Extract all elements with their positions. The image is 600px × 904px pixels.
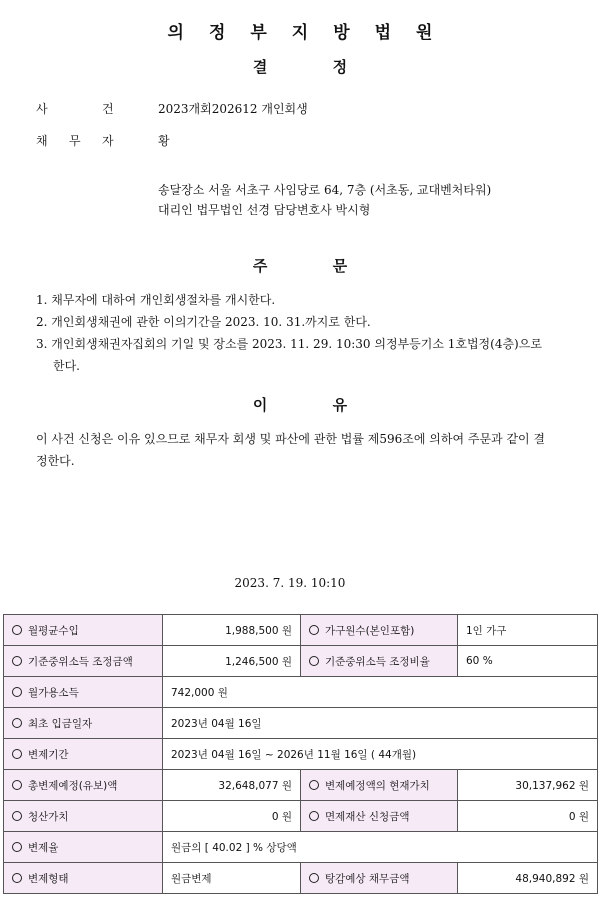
order-item: 1. 채무자에 대하여 개인회생절차를 개시한다.: [36, 293, 276, 307]
circle-icon: [12, 873, 22, 883]
circle-icon: [309, 811, 319, 821]
circle-icon: [12, 625, 22, 635]
table-cell-value: 30,137,962 원: [458, 770, 598, 801]
table-cell-value: 2023년 04월 16일 ~ 2026년 11월 16일 ( 44개월): [163, 739, 598, 770]
debtor-name: 황: [158, 134, 170, 148]
table-row: [4, 677, 598, 708]
order-title: 주 문: [252, 257, 348, 275]
table-cell-value: 1,988,500 원: [163, 615, 301, 646]
table-cell-value: 60 %: [458, 646, 598, 677]
decision-date: 2023. 7. 19. 10:10: [234, 576, 346, 590]
repayment-info-table: [3, 614, 598, 894]
reason-title: 이 유: [252, 396, 348, 414]
table-cell-value: 0 원: [458, 801, 598, 832]
circle-icon: [309, 873, 319, 883]
table-cell-value: 2023년 04월 16일: [163, 708, 598, 739]
table-cell-value: 32,648,077 원: [163, 770, 301, 801]
table-cell-value: 48,940,892 원: [458, 863, 598, 894]
table-cell-value: 원금변제: [163, 863, 301, 894]
table-cell-label: 면제재산 신청금액: [301, 801, 458, 832]
circle-icon: [12, 656, 22, 666]
table-row: [4, 615, 598, 646]
table-cell-value: 0 원: [163, 801, 301, 832]
circle-icon: [309, 625, 319, 635]
table-cell-value: 742,000 원: [163, 677, 598, 708]
table-row: [4, 801, 598, 832]
table-row: [4, 863, 598, 894]
table-cell-label: 기준중위소득 조정비율: [301, 646, 458, 677]
table-cell-label: 탕감예상 채무금액: [301, 863, 458, 894]
table-row: [4, 832, 598, 863]
table-cell-label: 월가용소득: [4, 677, 163, 708]
circle-icon: [309, 656, 319, 666]
order-item: 2. 개인회생채권에 관한 이의기간을 2023. 10. 31.까지로 한다.: [36, 315, 371, 329]
table-row: [4, 646, 598, 677]
table-cell-value: 원금의 [ 40.02 ] % 상당액: [163, 832, 598, 863]
legal-agent: 대리인 법무법인 선경 담당변호사 박시형: [158, 203, 371, 217]
circle-icon: [12, 842, 22, 852]
table-cell-label: 변제기간: [4, 739, 163, 770]
circle-icon: [12, 811, 22, 821]
circle-icon: [12, 718, 22, 728]
table-cell-label: 최초 입금일자: [4, 708, 163, 739]
table-cell-label: 변제형태: [4, 863, 163, 894]
table-row: [4, 770, 598, 801]
circle-icon: [12, 780, 22, 790]
table-cell-label: 총변제예정(유보)액: [4, 770, 163, 801]
service-address: 송달장소 서울 서초구 사임당로 64, 7층 (서초동, 교대벤처타워): [158, 183, 492, 197]
case-number: 2023개회202612 개인회생: [158, 102, 308, 116]
table-cell-label: 변제예정액의 현재가치: [301, 770, 458, 801]
table-cell-label: 변제율: [4, 832, 163, 863]
table-cell-value: 1인 가구: [458, 615, 598, 646]
table-cell-label: 가구원수(본인포함): [301, 615, 458, 646]
table-cell-label: 청산가치: [4, 801, 163, 832]
circle-icon: [12, 749, 22, 759]
order-item: 3. 개인회생채권자집회의 기일 및 장소를 2023. 11. 29. 10:30 의정부등기소 1호법정(4층)으로 한다.: [36, 337, 542, 373]
court-name: 의정부지방법원: [167, 23, 458, 43]
order-list: [36, 289, 556, 377]
table-row: [4, 739, 598, 770]
table-row: [4, 708, 598, 739]
table-cell-value: 1,246,500 원: [163, 646, 301, 677]
circle-icon: [309, 780, 319, 790]
table-cell-label: 기준중위소득 조정금액: [4, 646, 163, 677]
reason-text: 이 사건 신청은 이유 있으므로 채무자 회생 및 파산에 관한 법률 제596조에 의하여 주문과 같이 결정한다.: [36, 432, 546, 468]
table-cell-label: 월평균수입: [4, 615, 163, 646]
circle-icon: [12, 687, 22, 697]
decision-title: 결 정: [252, 58, 348, 76]
